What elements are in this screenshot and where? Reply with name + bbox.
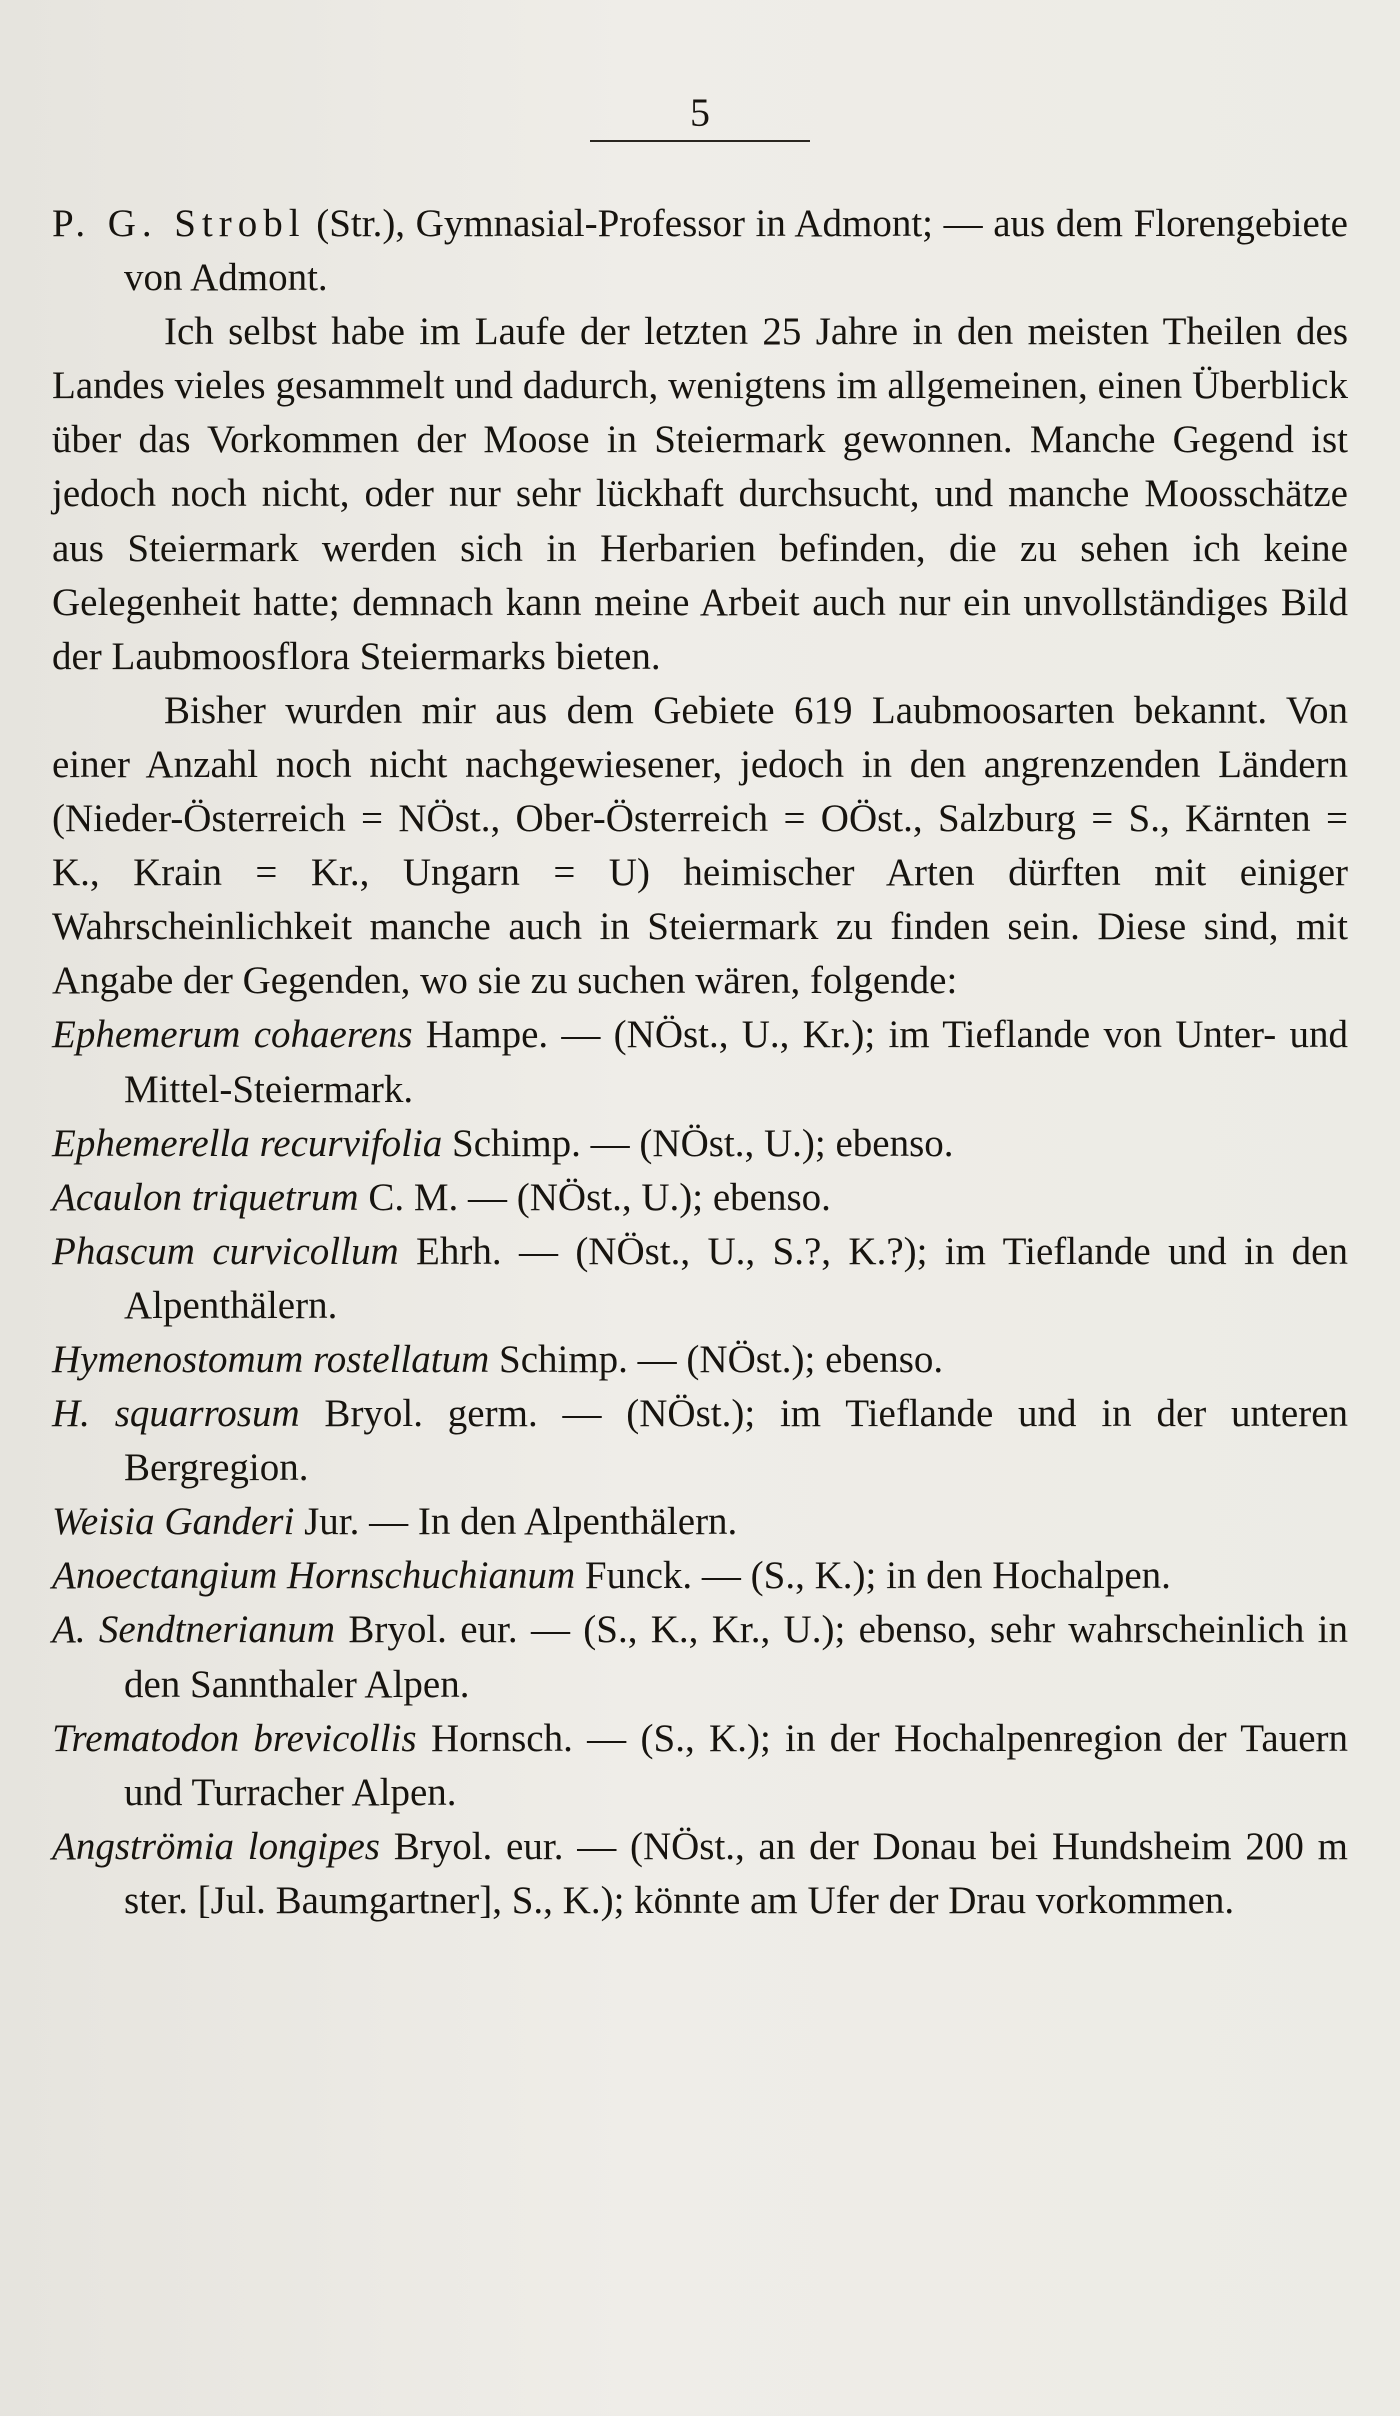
species-name: Phascum curvicollum [52,1229,399,1273]
page-number: 5 [690,90,710,135]
species-name: Ephemerella recurvifolia [52,1121,443,1165]
species-description: Bryol. germ. — (NÖst.); im Tieflande und in der unteren Bergregion. [124,1392,1349,1490]
species-description: Hornsch. — (S., K.); in der Hochalpenregion der Tauern und Turracher Alpen. [124,1716,1348,1814]
species-name: Acaulon triquetrum [52,1175,359,1219]
paragraph-collecting: Ich selbst habe im Laufe der letzten 25 Jahre in den meisten Theilen des Landes vieles gesammelt und dadurch, wenigtens im allgemeinen, einen Überblick über das Vorkommen der Moose in Steiermark gewonnen. Manche Gegend ist jedoch noch nicht, oder nur sehr lückhaft durchsucht, und manche Moosschätze aus Steiermark werden sich in Herbarien befinden, die zu sehen ich keine Gelegenheit hatte; demnach kann meine Arbeit auch nur ein unvollständiges Bild der Laubmoosflora Steiermarks bieten. [52,310,1348,678]
species-entry [52,1333,1348,1387]
species-description: Bryol. eur. — (S., K., Kr., U.); ebenso, sehr wahrscheinlich in den Sannthaler Alpen. [124,1608,1348,1706]
contributor-entry [52,197,1348,305]
species-name: Trematodon brevicollis [52,1716,417,1760]
species-entry [52,1820,1348,1928]
species-name: Anoectangium Hornschuchianum [52,1554,576,1598]
species-entry [52,1549,1348,1603]
species-description: Schimp. — (NÖst.); ebenso. [489,1337,944,1381]
species-name: Weisia Ganderi [52,1500,295,1544]
paragraph-species-count: Bisher wurden mir aus dem Gebiete 619 Laubmoosarten bekannt. Von einer Anzahl noch nicht nachgewiesener, jedoch in den angrenzenden Ländern (Nieder-Österreich = NÖst., Ober-Österreich = OÖst., Salzburg = S., Kärnten = K., Krain = Kr., Ungarn = U) heimischer Arten dürften mit einiger Wahrscheinlichkeit manche auch in Steiermark zu finden sein. Diese sind, mit Angabe der Gegenden, wo sie zu suchen wären, folgende: [52,688,1348,1003]
species-entry [52,1117,1348,1171]
species-name: H. squarrosum [52,1392,300,1436]
species-description: Jur. — In den Alpenthälern. [294,1500,738,1544]
contributor-name: P. G. Strobl [52,202,306,245]
species-name: A. Sendtnerianum [52,1608,336,1652]
species-description: Hampe. — (NÖst., U., Kr.); im Tieflande von Unter- und Mittel-Steiermark. [124,1013,1348,1111]
species-name: Hymenostomum rostellatum [52,1337,490,1381]
header-rule [590,140,810,142]
species-description: Ehrh. — (NÖst., U., S.?, K.?); im Tieflande und in den Alpenthälern. [124,1229,1348,1327]
species-name: Ephemerum cohaerens [52,1013,413,1057]
species-entry [52,1495,1348,1549]
species-entry [52,1171,1348,1225]
species-description: C. M. — (NÖst., U.); ebenso. [358,1175,831,1219]
main-text [52,197,1348,1928]
species-name: Angströmia longipes [52,1824,380,1868]
species-entry [52,1387,1348,1495]
species-description: Schimp. — (NÖst., U.); ebenso. [442,1121,954,1165]
species-entry [52,1603,1348,1711]
species-description: Funck. — (S., K.); in den Hochalpen. [575,1554,1171,1598]
contributor-description: (Str.), Gymnasial-Professor in Admont; — aus dem Florengebiete von Admont. [124,202,1348,300]
species-entry [52,1712,1348,1820]
species-description: Bryol. eur. — (NÖst., an der Donau bei Hundsheim 200 m ster. [Jul. Baumgartner], S., K.); könnte am Ufer der Drau vorkommen. [124,1824,1348,1922]
species-entry [52,1008,1348,1116]
species-entry [52,1225,1348,1333]
